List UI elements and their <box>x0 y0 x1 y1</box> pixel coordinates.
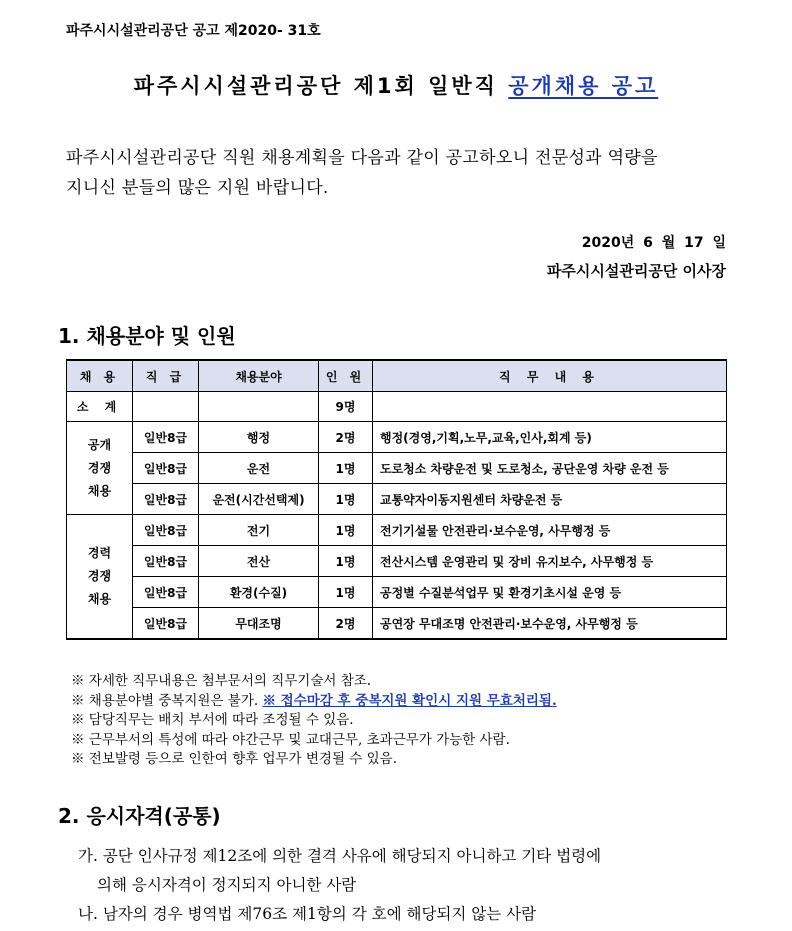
category-line: 경쟁 <box>87 460 112 475</box>
grade-cell: 일반8급 <box>133 608 199 640</box>
field-cell: 행정 <box>199 422 319 453</box>
duty-cell: 교통약자이동지원센터 차량운전 등 <box>373 484 727 515</box>
note-text: ※ 채용분야별 중복지원은 불가. <box>71 692 259 709</box>
grade-cell: 일반8급 <box>133 546 199 577</box>
table-row <box>67 484 727 515</box>
table-cell <box>199 392 319 422</box>
count-cell: 1명 <box>319 515 373 546</box>
count-cell: 1명 <box>319 577 373 608</box>
note-line: ※ 담당직무는 배치 부서에 따라 조정될 수 있음. <box>71 712 354 728</box>
header-cell: 직 무 내 용 <box>373 360 727 392</box>
note-highlight: ※ 접수마감 후 중복지원 확인시 지원 무효처리됨. <box>262 692 557 709</box>
category-cell <box>67 422 133 515</box>
duty-cell: 도로청소 차량운전 및 도로청소, 공단운영 차량 운전 등 <box>373 453 727 484</box>
count-cell: 1명 <box>319 453 373 484</box>
grade-cell: 일반8급 <box>133 515 199 546</box>
count-cell: 2명 <box>319 608 373 640</box>
subtotal-label: 소 계 <box>67 392 133 422</box>
header-cell: 인 원 <box>319 360 373 392</box>
table-cell <box>133 392 199 422</box>
field-cell: 무대조명 <box>199 608 319 640</box>
header-cell: 채용분야 <box>199 360 319 392</box>
section-title: 1. 채용분야 및 인원 <box>58 324 236 348</box>
count-cell: 2명 <box>319 422 373 453</box>
field-cell: 전산 <box>199 546 319 577</box>
category-line: 채용 <box>87 592 112 606</box>
grade-cell: 일반8급 <box>133 577 199 608</box>
category-line: 경력 <box>87 546 112 560</box>
qualification-item: 가. 공단 인사규정 제12조에 의한 결격 사유에 해당되지 아니하고 기타 법령에 <box>78 847 602 865</box>
qualification-list <box>78 842 601 929</box>
field-cell: 전기 <box>199 515 319 546</box>
header-cell: 직 급 <box>133 360 199 392</box>
grade-cell: 일반8급 <box>133 422 199 453</box>
duty-cell: 전산시스템 운영관리 및 장비 유지보수, 사무행정 등 <box>373 546 727 577</box>
note-line: ※ 전보발령 등으로 인한여 향후 업무가 변경될 수 있음. <box>71 751 397 767</box>
issuer: 파주시시설관리공단 이사장 <box>546 262 726 280</box>
category-line: 경쟁 <box>87 569 112 583</box>
section-title: 2. 응시자격(공통) <box>58 804 221 828</box>
title-highlight: 공개채용 공고 <box>508 74 659 98</box>
duty-cell: 행정(경영,기획,노무,교육,인사,회계 등) <box>373 422 727 453</box>
page-title <box>0 70 792 100</box>
count-cell: 1명 <box>319 484 373 515</box>
field-cell: 운전(시간선택제) <box>199 484 319 515</box>
field-cell: 환경(수질) <box>199 577 319 608</box>
note-line <box>71 692 557 712</box>
title-main: 파주시시설관리공단 제1회 일반직 <box>133 74 498 98</box>
intro-line: 지니신 분들의 많은 지원 바랍니다. <box>66 178 329 198</box>
category-line: 채용 <box>87 483 112 498</box>
grade-cell: 일반8급 <box>133 484 199 515</box>
header-cell: 채 용 <box>67 360 133 392</box>
table-row <box>67 422 727 453</box>
recruitment-table <box>66 359 727 640</box>
table-row <box>67 608 727 640</box>
notice-date: 2020년 6 월 17 일 <box>581 235 726 251</box>
qualification-item-continued: 의해 응시자격이 정지되지 아니한 사람 <box>97 876 357 894</box>
table-notes <box>71 672 557 770</box>
duty-cell: 공정별 수질분석업무 및 환경기초시설 운영 등 <box>373 577 727 608</box>
table-row <box>67 577 727 608</box>
note-line: ※ 자세한 직무내용은 첨부문서의 직무기술서 참조. <box>71 673 372 689</box>
intro-paragraph <box>66 143 658 203</box>
table-header-row <box>67 360 727 392</box>
duty-cell: 공연장 무대조명 안전관리·보수운영, 사무행정 등 <box>373 608 727 640</box>
note-line: ※ 근무부서의 특성에 따라 야간근무 및 교대근무, 초과근무가 가능한 사람. <box>71 731 510 748</box>
field-cell: 운전 <box>199 453 319 484</box>
intro-line: 파주시시설관리공단 직원 채용계획을 다음과 같이 공고하오니 전문성과 역량을 <box>66 148 658 168</box>
table-row <box>67 546 727 577</box>
table-cell <box>373 392 727 422</box>
duty-cell: 전기기설물 안전관리·보수운영, 사무행정 등 <box>373 515 727 546</box>
table-row <box>67 515 727 546</box>
table-row <box>67 453 727 484</box>
subtotal-count: 9명 <box>319 392 373 422</box>
grade-cell: 일반8급 <box>133 453 199 484</box>
count-cell: 1명 <box>319 546 373 577</box>
qualification-item: 나. 남자의 경우 병역법 제76조 제1항의 각 호에 해당되지 않는 사람 <box>78 905 537 923</box>
category-cell <box>67 515 133 640</box>
notice-number: 파주시시설관리공단 공고 제2020- 31호 <box>66 23 321 39</box>
category-line: 공개 <box>87 437 112 452</box>
subtotal-row <box>67 392 727 422</box>
